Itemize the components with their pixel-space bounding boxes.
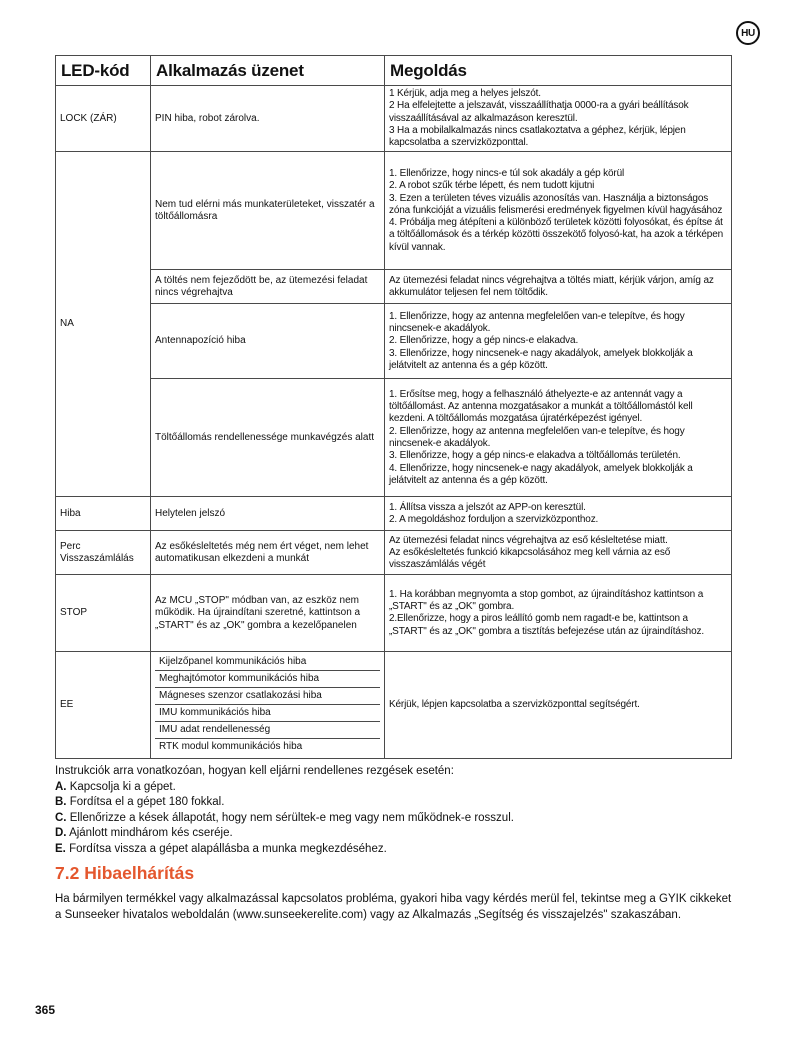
step-letter: B.	[55, 796, 67, 809]
header-solution: Megoldás	[385, 56, 732, 86]
step-text: Fordítsa el a gépet 180 fokkal.	[69, 796, 225, 809]
led-code-cell: NA	[56, 152, 151, 497]
led-code-cell: EE	[56, 652, 151, 758]
solution-cell: Kérjük, lépjen kapcsolatba a szervizközponttal segítségért.	[385, 652, 732, 758]
header-app-message: Alkalmazás üzenet	[151, 56, 385, 86]
table-row-stop	[56, 575, 732, 652]
table-row-perc	[56, 531, 732, 575]
solution-cell: Az ütemezési feladat nincs végrehajtva az eső késleltetése miatt. Az esőkésleltetés funkció kikapcsolásához meg kell várnia az eső visszaszámlálás végét	[385, 531, 732, 575]
instructions-intro: Instrukciók arra vonatkozóan, hogyan kell eljárni rendellenes rezgések esetén:	[55, 765, 454, 777]
step-text: Fordítsa vissza a gépet alapállásba a munka megkezdéséhez.	[69, 842, 387, 855]
led-code-cell: STOP	[56, 575, 151, 652]
table-row-na-1	[56, 152, 732, 270]
section-title: 7.2 Hibaelhárítás	[55, 863, 195, 883]
step-text: Ellenőrizze a kések állapotát, hogy nem sérültek-e meg vagy nem működnek-e rosszul.	[69, 811, 514, 824]
step-letter: D.	[55, 827, 67, 840]
step-text: Kapcsolja ki a gépet.	[69, 780, 176, 793]
ee-error-item: Mágneses szenzor csatlakozási hiba	[155, 688, 380, 705]
instruction-step	[55, 780, 735, 796]
ee-error-item: RTK modul kommunikációs hiba	[159, 740, 303, 752]
instruction-step	[55, 811, 735, 827]
message-cell: Töltőállomás rendellenessége munkavégzés alatt	[151, 379, 385, 497]
message-cell: Az MCU „STOP" módban van, az eszköz nem működik. Ha újraindítani szeretné, kattintson a „START" és az „OK" gombra a kezelőpanelen	[151, 575, 385, 652]
solution-cell: 1. Állítsa vissza a jelszót az APP-on keresztül. 2. A megoldáshoz forduljon a szervizközponthoz.	[385, 497, 732, 531]
message-cell: Helytelen jelszó	[151, 497, 385, 531]
table-row-na-2	[56, 270, 732, 304]
solution-cell: 1 Kérjük, adja meg a helyes jelszót. 2 Ha elfelejtette a jelszavát, visszaállíthatja 0000-ra a gyári beállítások visszaállításával az alkalmazáson keresztül. 3 Ha a mobilalkalmazás nincs csatlakoztatva a géphez, kérjük, lépjen kapcsolatba a szervizközponttal.	[385, 86, 732, 152]
table-header-row	[56, 56, 732, 86]
section-body: Ha bármilyen termékkel vagy alkalmazással kapcsolatos probléma, gyakori hiba vagy kérdés merül fel, tekintse meg a GYIK cikkeket a Sunseeker hivatalos weboldalán (www.sunseekerelite.com) vagy az Alkalmazás „Segítség és visszajelzés" szakaszában.	[55, 893, 732, 921]
table-row-ee	[56, 652, 732, 758]
instruction-step	[55, 795, 735, 811]
instruction-step	[55, 842, 735, 858]
step-letter: A.	[55, 780, 67, 793]
table-row-na-3	[56, 304, 732, 379]
language-badge-hu: HU	[736, 21, 760, 45]
message-cell: PIN hiba, robot zárolva.	[151, 86, 385, 152]
message-cell: Antennapozíció hiba	[151, 304, 385, 379]
vibration-instructions	[55, 764, 735, 858]
message-cell: Az esőkésleltetés még nem ért véget, nem lehet automatikusan elkezdeni a munkát	[151, 531, 385, 575]
table-row-na-4	[56, 379, 732, 497]
table-row-hiba	[56, 497, 732, 531]
solution-cell: 1. Erősítse meg, hogy a felhasználó áthelyezte-e az antennát vagy a töltőállomást. Az antenna mozgatásakor a munkát a töltőállomástól kell kezdeni. A töltőállomás mozgatása újratérképezést igényel. 2. Ellenőrizze, hogy az antenna megfelelően van-e telepítve, és hogy nincsenek-e akadályok. 3. Ellenőrizze, hogy a gép nincs-e elakadva a töltőállomás területén. 4. Ellenőrizze, hogy nincsenek-e nagy akadályok, amelyek blokkolják a jelátvitelt az antenna és a gép között.	[385, 379, 732, 497]
ee-error-item: Kijelzőpanel kommunikációs hiba	[155, 654, 380, 671]
troubleshooting-table	[55, 55, 732, 759]
page-number: 365	[35, 1003, 56, 1017]
solution-cell: 1. Ha korábban megnyomta a stop gombot, az újraindításhoz kattintson a „START" és az „OK" gombra. 2.Ellenőrizze, hogy a piros leállító gomb nem ragadt-e be, kattintson a „START" és az „OK" gombra a tisztítás befejezése után az újraindításhoz.	[385, 575, 732, 652]
step-letter: C.	[55, 811, 67, 824]
led-code-cell: LOCK (ZÁR)	[56, 86, 151, 152]
solution-cell: 1. Ellenőrizze, hogy az antenna megfelelően van-e telepítve, és hogy nincsenek-e akadályok. 2. Ellenőrizze, hogy a gép nincs-e elakadva. 3. Ellenőrizze, hogy nincsenek-e nagy akadályok, amelyek blokkolják a jelátvitelt az antenna és a gép között.	[385, 304, 732, 379]
ee-error-item: IMU kommunikációs hiba	[155, 705, 380, 722]
step-letter: E.	[55, 842, 66, 855]
header-led-code: LED-kód	[56, 56, 151, 86]
led-code-cell: Hiba	[56, 497, 151, 531]
ee-error-list	[151, 652, 385, 758]
led-code-cell: Perc Visszaszámlálás	[56, 531, 151, 575]
solution-cell: 1. Ellenőrizze, hogy nincs-e túl sok akadály a gép körül 2. A robot szűk térbe lépett, és nem tudott kijutni 3. Ezen a területen téves vizuális azonosítás van. Használja a biztonságos zóna funkcióját a vizuális felismerési eredmények figyelmen kívül hagyásához 4. Próbálja meg átépíteni a különböző területek közötti folyosókat, és építse át a töltőállomások és a térkép közötti összekötő folyosó-kat, ha azok a térképen kívül vannak.	[385, 152, 732, 270]
message-cell: Nem tud elérni más munkaterületeket, visszatér a töltőállomásra	[151, 152, 385, 270]
table-row-lock	[56, 86, 732, 152]
message-cell: A töltés nem fejeződött be, az ütemezési feladat nincs végrehajtva	[151, 270, 385, 304]
solution-cell: Az ütemezési feladat nincs végrehajtva a töltés miatt, kérjük várjon, amíg az akkumulátor teljesen fel nem töltődik.	[385, 270, 732, 304]
step-text: Ajánlott mindhárom kés cseréje.	[69, 827, 233, 840]
ee-error-item: IMU adat rendellenesség	[155, 722, 380, 739]
ee-error-item: Meghajtómotor kommunikációs hiba	[155, 671, 380, 688]
instruction-step	[55, 826, 735, 842]
